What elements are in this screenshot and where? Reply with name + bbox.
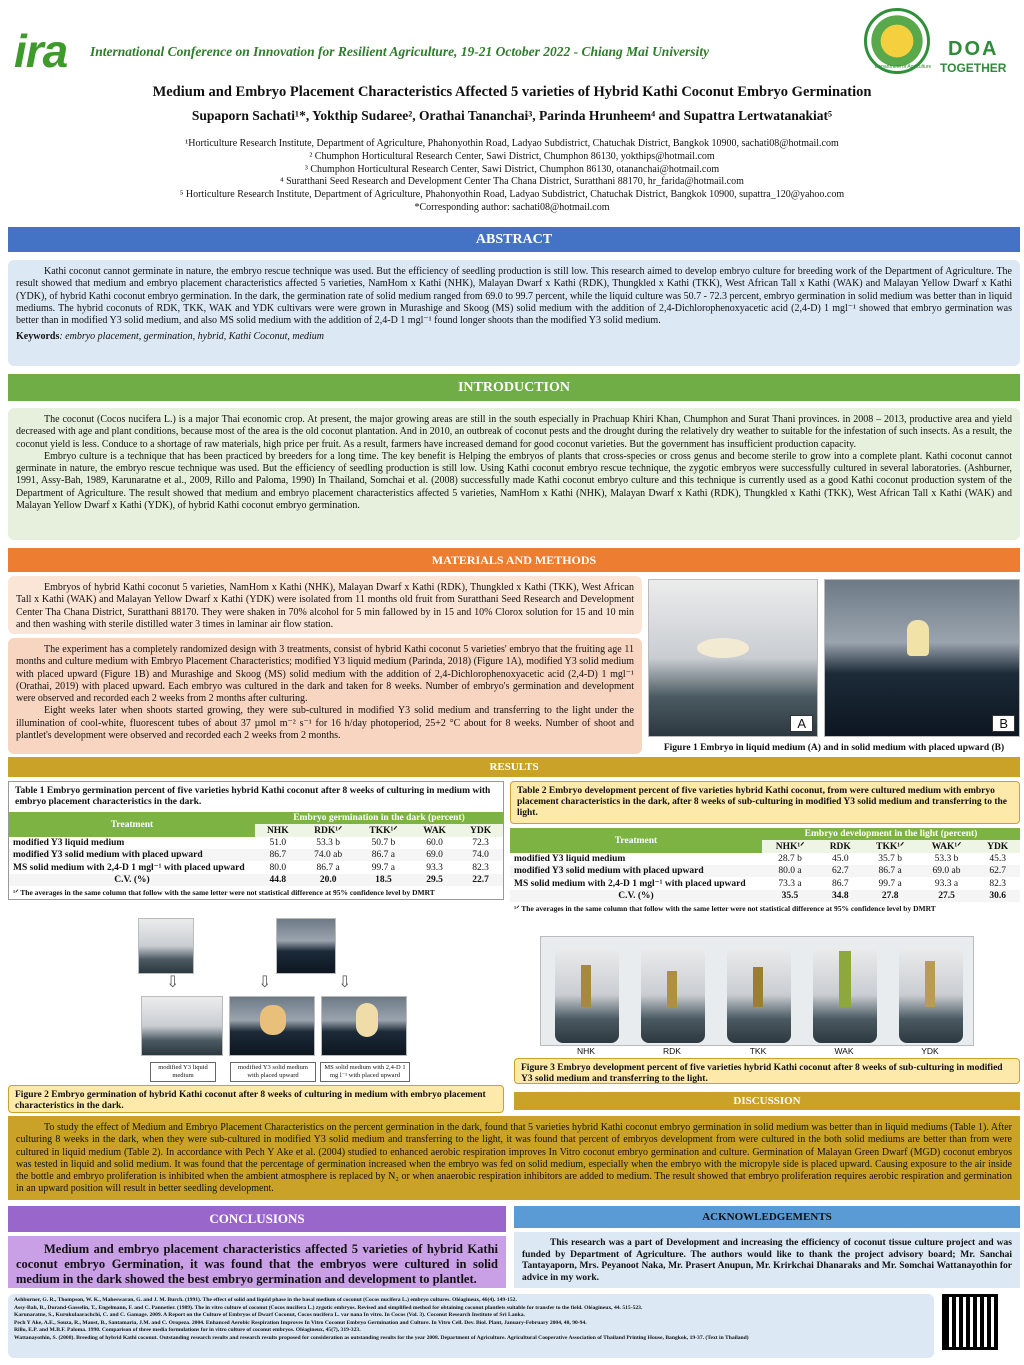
table-cell: 73.3 a bbox=[778, 878, 802, 889]
table-row bbox=[510, 853, 1020, 865]
table-cell: MS solid medium with 2,4-D 1 mgl⁻¹ with placed upward bbox=[514, 879, 746, 889]
reference-item: Ashburner, G. R., Thompson, W. K., Maheswaran, G. and J. M. Burch. (1991). The effect of solid and liquid phase in the basal medium of coconut (Cocos nucifera L.) embryo cultures. Oléagineux, 46(4). 149-152. bbox=[14, 1297, 517, 1303]
figure-3-caption: Figure 3 Embryo development percent of five varieties hybrid Kathi coconut after 8 weeks of sub-culturing in modified Y3 solid medium and transferring to the light. bbox=[514, 1058, 1020, 1084]
figure-2-top-solid-photo bbox=[276, 918, 336, 974]
figure-2-result-liquid-photo bbox=[141, 996, 223, 1056]
arrow-down-icon: ⇩ bbox=[258, 974, 272, 991]
table-1-col-header: WAK bbox=[423, 825, 446, 836]
table-cell: 74.0 bbox=[472, 850, 489, 860]
figure-3-photo bbox=[540, 936, 974, 1046]
table-2-grid bbox=[510, 828, 1020, 902]
table-row bbox=[510, 865, 1020, 877]
figure-3-label: RDK bbox=[663, 1046, 681, 1056]
table-row bbox=[510, 890, 1020, 902]
introduction-heading: INTRODUCTION bbox=[8, 374, 1020, 401]
affiliation-1: ¹Horticulture Research Institute, Department of Agriculture, Phahonyothin Road, Ladyao Subdistrict, Chatuchak District, Bangkok 10900, sachati08@hotmail.com bbox=[185, 138, 839, 149]
keywords bbox=[16, 331, 1012, 343]
figure-2 bbox=[8, 912, 504, 1082]
table-cell: 86.7 bbox=[269, 850, 287, 860]
table-cell: 27.8 bbox=[881, 891, 899, 901]
figure-3-label: YDK bbox=[921, 1046, 939, 1056]
table-cell: 35.5 bbox=[781, 891, 799, 901]
affiliations bbox=[0, 138, 1024, 215]
table-cell: 51.0 bbox=[269, 838, 287, 848]
introduction-box bbox=[8, 408, 1020, 540]
conclusions-heading: CONCLUSIONS bbox=[8, 1206, 506, 1232]
doa-logo-top: DOA bbox=[948, 38, 999, 60]
corresponding-author: *Corresponding author: sachati08@hotmail.com bbox=[414, 201, 610, 213]
acknowledgements-heading: ACKNOWLEDGEMENTS bbox=[514, 1206, 1020, 1228]
plantlet bbox=[667, 971, 677, 1007]
table-cell: 53.3 b bbox=[316, 838, 341, 848]
embryo-floating bbox=[697, 638, 749, 658]
shoot bbox=[356, 1003, 378, 1037]
affiliation-4: ⁴ Suratthani Seed Research and Development Center Tha Chana District, Suratthani 88170, hr_farida@hotmail.com bbox=[280, 176, 744, 188]
keywords-label: Keywords bbox=[16, 331, 60, 343]
table-2-col-header: RDK bbox=[829, 841, 851, 852]
abstract-heading: ABSTRACT bbox=[8, 227, 1020, 252]
table-cell: 69.0 bbox=[426, 850, 443, 860]
figure-2-result-ms-photo bbox=[321, 996, 407, 1056]
table-1-col-header: TKK¹ᐟ bbox=[369, 826, 398, 836]
table-cell: 30.6 bbox=[989, 891, 1006, 901]
affiliation-2: ² Chumphon Horticultural Research Center, Sawi District, Chumphon 86130, yokthips@hotmail.com bbox=[309, 150, 715, 162]
discussion-box bbox=[8, 1116, 1020, 1200]
table-1-col-header: NHK bbox=[266, 825, 289, 836]
conference-title: International Conference on Innovation for Resilient Agriculture, 19-21 October 2022 - Chiang Mai University bbox=[90, 44, 710, 59]
methods-box-1 bbox=[8, 576, 642, 634]
figure-1b-label: B bbox=[992, 715, 1015, 732]
figure-1-caption: Figure 1 Embryo in liquid medium (A) and in solid medium with placed upward (B) bbox=[663, 743, 1005, 753]
abstract-box bbox=[8, 260, 1020, 366]
table-cell: C.V. (%) bbox=[114, 875, 150, 885]
table-cell: 29.5 bbox=[426, 875, 443, 885]
table-cell: 99.7 a bbox=[878, 878, 902, 889]
methods-paragraph-1: Embryos of hybrid Kathi coconut 5 varieties, NamHom x Kathi (NHK), Malayan Dwarf x Kathi (RDK), Thungkled x Kathi (TKK), West African Tall x Kathi (WAK) and Malayan Yellow Dwarf x Kathi (YDK) were isolated from 11 months old fruit from Suratthani Seed Research and Development Center Tha Chana District, Suratthani 88170. They were shaken in 70% alcohol for 5 min fallowed by in 15 and 10% Clorox solution for 15 and 10 min and then washing with sterile distilled water 3 times in laminar air flow station. bbox=[16, 582, 634, 630]
table-2-col-header: NHK¹ᐟ bbox=[775, 842, 805, 852]
table-1-caption: Table 1 Embryo germination percent of five varieties hybrid Kathi coconut after 8 weeks of culturing in medium with embryo placement characteristics in the dark. bbox=[15, 786, 491, 807]
reference-item: Wattanayothin, S. (2008). Breeding of hybrid Kathi coconut. Outstanding research results and research results proposed for consideration as outstanding results for the year 2008. Department of Agriculture. Agricultural Cooperative Association of Thailand Printing House, Bangkok, 19-37. (Text in Thailand) bbox=[14, 1334, 749, 1341]
figure-2-label-3: MS solid medium with 2,4-D 1 mg l⁻¹ with placed upward bbox=[320, 1062, 410, 1082]
table-2 bbox=[510, 781, 1020, 915]
table-row bbox=[9, 874, 503, 886]
table-cell: 93.3 bbox=[426, 862, 443, 873]
author-list: Supaporn Sachati¹*, Yokthip Sudaree², Orathai Tananchai³, Parinda Hrunheem⁴ and Supattra Lertwatanakiat⁵ bbox=[191, 108, 833, 123]
results-heading: RESULTS bbox=[8, 757, 1020, 777]
table-cell: 72.3 bbox=[472, 838, 489, 848]
table-cell: 20.0 bbox=[319, 875, 337, 885]
table-cell: 53.3 b bbox=[934, 854, 959, 864]
table-2-footnote: ¹ᐟ The averages in the same column that follow with the same letter were not statistical difference at 95% confidence level by DMRT bbox=[514, 904, 936, 913]
table-cell: 69.0 ab bbox=[932, 866, 961, 876]
table-cell: 28.7 b bbox=[778, 854, 802, 864]
conclusions-box bbox=[8, 1236, 506, 1288]
table-row bbox=[510, 877, 1020, 890]
table-row bbox=[9, 849, 503, 861]
table-cell: 82.3 bbox=[472, 862, 489, 873]
table-cell: 34.8 bbox=[831, 891, 849, 901]
table-2-col-header: WAK¹ᐟ bbox=[931, 842, 962, 852]
arrow-down-icon: ⇩ bbox=[338, 974, 352, 991]
table-cell: 44.8 bbox=[269, 875, 287, 885]
table-cell: 82.3 bbox=[989, 878, 1006, 889]
table-2-col-header: TKK¹ᐟ bbox=[876, 842, 905, 852]
table-cell: modified Y3 liquid medium bbox=[13, 838, 125, 848]
methods-heading: MATERIALS AND METHODS bbox=[8, 548, 1020, 572]
table-1-group-header: Embryo germination in the dark (percent) bbox=[293, 813, 465, 823]
reference-item: Pech Y Ake, A.E., Souza, R., Maust, B., Santamaria, J.M. and C. Oropeza. 2004. Enhanced Aerobic Respiration Improves In Vitro Coconut Embryo Germination and Culture. In Vitro Cell. Dev. Biol. Plant, January-February 2004, 40, 90-94. bbox=[14, 1319, 587, 1326]
ira-logo: ira bbox=[14, 25, 68, 77]
table-row bbox=[9, 837, 503, 849]
plantlet bbox=[753, 967, 763, 1007]
table-cell: 62.7 bbox=[831, 866, 849, 876]
references-box bbox=[8, 1294, 934, 1358]
figure-2-label-2: modified Y3 solid medium with placed upward bbox=[230, 1062, 316, 1082]
abstract-text: Kathi coconut cannot germinate in nature, the embryo rescue technique was used. But the efficiency of seedling production is still low. This research aimed to develop embryo culture for breeding work of the Department of Agriculture. The result showed that medium and embryo placement characteristics affected 5 varieties, NamHom x Kathi (NHK), Malayan Dwarf x Kathi (RDK), Thungkled x Kathi (TKK), West African Tall x Kathi (WAK) and Malayan Yellow Dwarf x Kathi (YDK), of hybrid Kathi coconut embryo germination. In the dark, the germination rate of solid medium ranged from 69.0 to 99.7 percent, while the liquid culture was 50.7 - 72.3 percent, embryo germination in solid medium was better than in liquid mediums. The hybrid coconuts of RDK, TKK, WAK and YDK cultivars were were grown in Murashige and Skoog (MS) solid medium with the addition of 2,4-Dichlorophenoxyacetic acid (2,4-D) 1 mgl⁻¹ showed that embryo germination was better than in modified Y3 solid medium, and also MS solid medium with the addition of 2,4-D 1 mgl⁻¹ found longer shoots than the modified Y3 solid medium. bbox=[16, 266, 1012, 327]
arrow-down-icon: ⇩ bbox=[166, 974, 180, 991]
table-cell: 50.7 b bbox=[371, 838, 396, 848]
intro-paragraph-2: Embryo culture is a technique that has been practiced by breeders for a long time. The key benefit is Helping the embryos of plants that cross-species or cross genus and become sterile to grow into a complete plant. Kathi coconut cannot germinate in nature, the embryo rescue technique was used. But the efficiency of seedling production is still low. Using Kathi coconut embryo rescue technique, the zygotic embryos were successfully cultured in several laboratories. (Ashburner, 1991, Assy-Bah, 1989, Karunaratne et al., 2009, Rillo and Paloma, 1990) In Thailand, Somchai et al. (2008) successfully made Kathi coconut embryo culture and this technique is currently used as a good Kathi coconut production system of the Department of Agriculture. The result showed that medium and embryo placement characteristics affected 5 varieties, NamHom x Kathi (NHK), Malayan Dwarf x Kathi (RDK), Thungkled x Kathi (TKK), West African Tall x Kathi (WAK) and Malayan Yellow Dwarf x Kathi (YDK), of hybrid Kathi coconut embryo germination. bbox=[16, 450, 1012, 512]
table-cell: 45.3 bbox=[989, 854, 1006, 864]
figure-3-labels bbox=[540, 1046, 974, 1058]
table-1-footnote: ¹ᐟ The averages in the same column that follow with the same letter were not statistical difference at 95% confidence level by DMRT bbox=[13, 888, 435, 897]
embryo-upright bbox=[907, 620, 929, 656]
intro-paragraph-1: The coconut (Cocos nucifera L.) is a major Thai economic crop. At present, the major growing areas are still in the south especially in Prachuap Khiri Khan, Chumphon and Surat Thani provinces. in 2008 – 2013, productive area and yield decreased with age and plant conditions, because most of the area is the old coconut plantation. And in 2010, an outbreak of coconut pests and the drought during the relatively dry weather to suitable for the infestation of such insects. As a result, the coconut yield is less. Conduce to a shortage of raw materials, high price per fruit. As a result, farmers have increased demand for good coconut varieties. But the government has insufficient production capacity. bbox=[16, 414, 1012, 450]
table-1-treatment-header: Treatment bbox=[110, 819, 154, 830]
table-cell: 35.7 b bbox=[878, 854, 903, 864]
table-cell: MS solid medium with 2,4-D 1 mgl⁻¹ with placed upward bbox=[13, 863, 245, 873]
reference-item: Assy-Bah, B., Durand-Gasselin, T., Engelmann, F. and C. Pannetier. (1989). The in vitro culture of coconut (Cocos nucifera L.) zygotic embryos. Revised and simplified method for obtaining coconut plantlets suitable for transfer to the field. Oléagineux, 44. 515-523. bbox=[14, 1304, 643, 1311]
table-cell: 86.7 a bbox=[878, 866, 902, 876]
plantlet bbox=[839, 951, 851, 1007]
table-cell: 99.7 a bbox=[371, 862, 396, 873]
methods-box-2 bbox=[8, 638, 642, 754]
table-cell: 86.7 a bbox=[316, 862, 340, 873]
figure-2-label-1: modified Y3 liquid medium bbox=[150, 1062, 216, 1082]
seal-caption: Department of Agriculture bbox=[874, 64, 932, 70]
discussion-heading: DISCUSSION bbox=[514, 1092, 1020, 1110]
figure-3-label: NHK bbox=[577, 1046, 595, 1056]
table-cell: 22.7 bbox=[472, 875, 489, 885]
keywords-text: : embryo placement, germination, hybrid, Kathi Coconut, medium bbox=[59, 331, 325, 343]
reference-item: Rillo, E.P. and M.B.F. Paloma. 1990. Comparison of three media formulations for in vitro culture of coconut embryos. Oléagineux, 45(7), 319-323. bbox=[14, 1327, 361, 1334]
table-1 bbox=[8, 781, 504, 900]
qr-code-icon[interactable] bbox=[942, 1294, 998, 1350]
methods-paragraph-2: The experiment has a completely randomized design with 3 treatments, consist of hybrid Kathi coconut 5 varieties' embryo that the fruiting age 11 months and culture medium with Embryo Placement Characteristics; modified Y3 liquid medium (Parinda, 2018) (Figure 1A), modified Y3 solid medium with placed upward (Figure 1B) and Murashige and Skoog (MS) solid medium with the addition of 2,4-Dichlorophenoxyacetic acid (2,4-D) 1 mgl⁻¹ (Orathai, 2019) with placed upward. Each embryo was cultured in the dark and taken for 8 weeks. Number of embryo's germination and development were observed and recorded each 2 weeks from 2 months after culturing. bbox=[16, 644, 634, 705]
table-2-caption: Table 2 Embryo development percent of five varieties hybrid Kathi coconut, from were cultured medium with embryo placement characteristics in the dark, after 8 weeks of sub-culturing in modified Y3 solid medium and transferring to the light. bbox=[510, 781, 1020, 824]
plantlet bbox=[925, 961, 935, 1007]
table-1-grid bbox=[9, 812, 503, 886]
doa-together-logo bbox=[940, 38, 1006, 75]
figure-2-caption: Figure 2 Embryo germination of hybrid Kathi coconut after 8 weeks of culturing in medium with embryo placement characteristics in the dark. bbox=[8, 1085, 504, 1113]
table-cell: modified Y3 solid medium with placed upward bbox=[13, 850, 203, 860]
reference-item: Karunaratne, S., Kurukulaarachchi, C. and C. Gamage. 2009. A Report on the Culture of Embryos of Dwarf Coconut, Cocos nucifera L. var nana In vitro. In Cocos (Vol. 3). Coconut Research Institute of Sri Lanka. bbox=[14, 1312, 525, 1319]
table-row bbox=[9, 861, 503, 874]
doa-logo-bottom: TOGETHER bbox=[940, 61, 1007, 75]
table-cell: 86.7 a bbox=[371, 850, 396, 860]
figure-2-result-y3-photo bbox=[229, 996, 315, 1056]
table-1-col-header: RDK¹ᐟ bbox=[314, 826, 343, 836]
figure-1a-label: A bbox=[790, 715, 813, 732]
table-cell: 18.5 bbox=[375, 875, 392, 885]
table-2-group-header: Embryo development in the light (percent) bbox=[804, 829, 978, 839]
table-cell: 74.0 ab bbox=[314, 850, 343, 860]
discussion-text: To study the effect of Medium and Embryo Placement Characteristics on the percent germination in the dark, found that 5 varieties hybrid Kathi coconut embryo germination in solid medium was better than in liquid mediums (Table 1). After culturing 8 weeks in the dark, when they were sub-cultured in modified Y3 solid medium and transferring to the light, it was found that percent of embryos development from were cultured in the both solid mediums are better than from were cultured in liquid medium (Table 2). In accordance with Pech Y Ake et al. (2004) studied to enhanced aerobic respiration improves In Vitro coconut embryo germination and culture. Germination of Malayan Green Dwarf (MGD) coconut embryos was tested in liquid and solid medium. It was found that the percentage of germination increased when the embryo was fed on solid medium, especially when the embryo with the micropyle side is placed upward. Causing exposure to the air inside the bottle and embryo proliferation is inhibited when the ambient atmosphere is replaced by N₂ or when anaerobic respiration inhibitors are added to medium. The result showed that embryo proliferation requires aerobic respiration and germination in an upward position will result in better seedling development. bbox=[16, 1122, 1012, 1195]
affiliation-5: ⁵ Horticulture Research Institute, Department of Agriculture, Phahonyothin Road, Ladyao Subdistrict, Chatuchak District, Bangkok 10900, supattra_120@yahoo.com bbox=[179, 189, 845, 201]
table-cell: 86.7 bbox=[831, 878, 849, 889]
shoot bbox=[260, 1005, 286, 1035]
table-2-col-header: YDK bbox=[987, 841, 1009, 852]
table-cell: 27.5 bbox=[938, 891, 955, 901]
paper-title: Medium and Embryo Placement Characteristics Affected 5 varieties of Hybrid Kathi Coconut Embryo Germination bbox=[152, 84, 872, 100]
figure-3-label: TKK bbox=[749, 1046, 767, 1056]
table-cell: 80.0 bbox=[269, 862, 287, 873]
table-2-treatment-header: Treatment bbox=[614, 835, 658, 846]
table-1-col-header: YDK bbox=[470, 825, 492, 836]
table-cell: C.V. (%) bbox=[618, 891, 654, 901]
affiliation-3: ³ Chumphon Horticultural Research Center, Sawi District, Chumphon 86130, otananchai@hotmail.com bbox=[304, 163, 720, 175]
acknowledgements-text: This research was a part of Development and increasing the efficiency of coconut tissue culture project and was funded by Department of Agriculture. The authors would like to thank the project advisory board; Mr. Sanchai Tantayaporn, Mrs. Peyanoot Naka, Mr. Prasert Anupun, Mr. Krirkchai Dhanaraks and Mr. Somchai Wattanayothin for advice in my work. bbox=[522, 1238, 1012, 1283]
table-cell: 80.0 a bbox=[778, 866, 802, 876]
table-cell: modified Y3 liquid medium bbox=[514, 854, 626, 864]
methods-paragraph-3: Eight weeks later when shoots started growing, they were sub-cultured in modified Y3 solid medium and transferring to the light under the illumination of cool-white, fluorescent tubes of about 37 µmol m⁻² s⁻¹ for 16 h/day photoperiod, 25+2 °C about for 8 weeks. Number of shoot and plantlet's development were observed and recorded each 2 weeks from 2 months. bbox=[16, 705, 634, 742]
table-cell: 45.0 bbox=[831, 854, 849, 864]
figure-3-label: WAK bbox=[834, 1046, 854, 1056]
acknowledgements-box bbox=[514, 1232, 1020, 1288]
plantlet bbox=[581, 965, 591, 1007]
figure-2-top-liquid-photo bbox=[138, 918, 194, 974]
figure-1a-photo bbox=[648, 579, 818, 737]
table-cell: 93.3 a bbox=[934, 878, 959, 889]
table-cell: 62.7 bbox=[989, 866, 1006, 876]
table-cell: 60.0 bbox=[426, 838, 443, 848]
table-cell: modified Y3 solid medium with placed upward bbox=[514, 866, 704, 876]
conclusions-text: Medium and embryo placement characteristics affected 5 varieties of hybrid Kathi coconut embryo Germination, it was found that the embryos were cultured in solid medium in the dark showed the best embryo germination and development to plantlet. bbox=[16, 1242, 498, 1286]
figure-1b-photo bbox=[824, 579, 1020, 737]
